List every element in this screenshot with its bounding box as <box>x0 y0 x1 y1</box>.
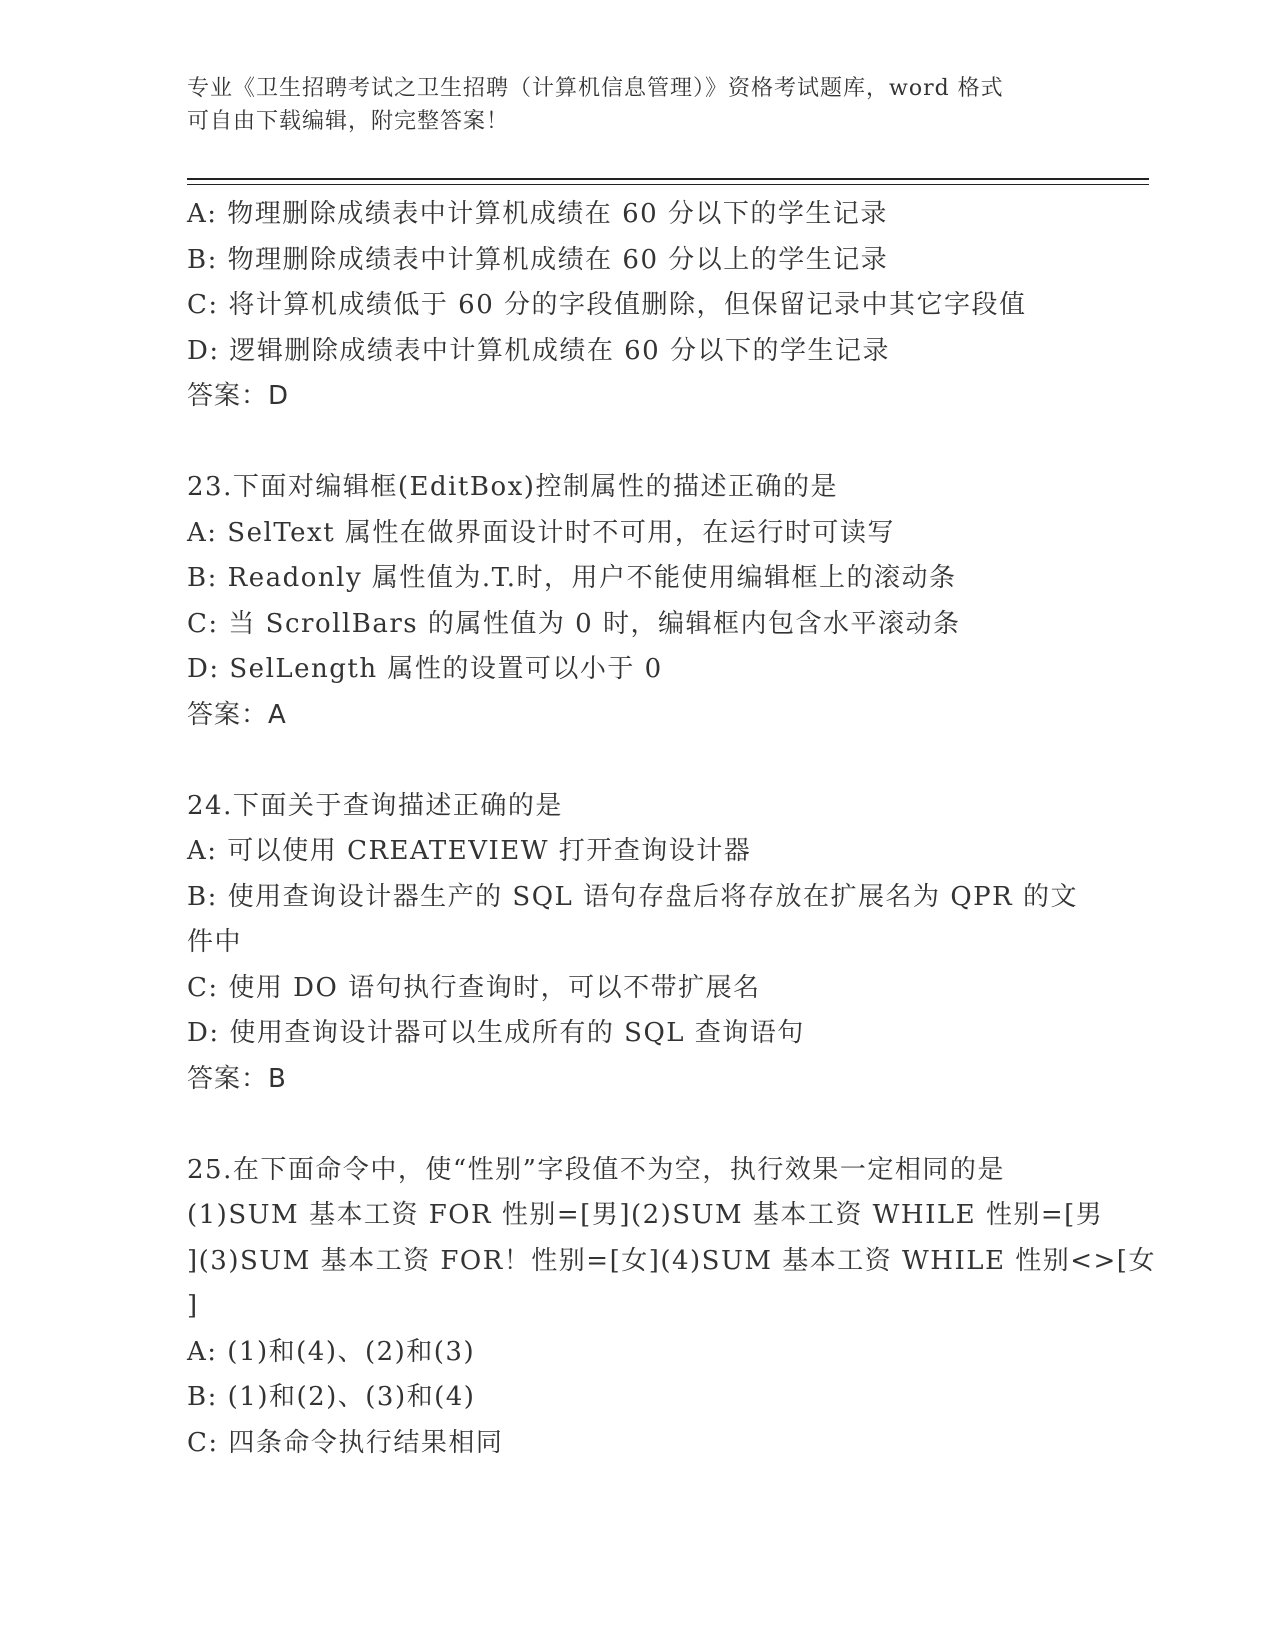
option-a: A: 物理删除成绩表中计算机成绩在 60 分以下的学生记录 <box>187 199 888 229</box>
option-c: C: 四条命令执行结果相同 <box>187 1427 504 1458</box>
option-a: A: SelText 属性在做界面设计时不可用，在运行时可读写 <box>187 517 895 548</box>
option-c: C: 当 ScrollBars 的属性值为 0 时，编辑框内包含水平滚动条 <box>187 608 961 639</box>
answer-line: 答案：D <box>187 381 290 411</box>
question-23-block <box>187 465 1087 738</box>
question-stem-line-4: ] <box>187 1291 199 1321</box>
option-b: B: Readonly 属性值为.T.时，用户不能使用编辑框上的滚动条 <box>187 563 957 593</box>
question-25-block <box>187 1148 1156 1467</box>
option-b: B: (1)和(2)、(3)和(4) <box>187 1382 476 1412</box>
header-rule-thick <box>187 178 1149 180</box>
question-24-block <box>187 784 1087 1103</box>
header-rule-thin <box>187 184 1149 185</box>
document-header <box>187 72 1067 138</box>
option-b: B: 使用查询设计器生产的 SQL 语句存盘后将存放在扩展名为 QPR 的文 <box>187 881 1078 912</box>
answer-line: 答案：A <box>187 699 287 730</box>
option-b: B: 物理删除成绩表中计算机成绩在 60 分以上的学生记录 <box>187 244 889 275</box>
option-c: C: 将计算机成绩低于 60 分的字段值删除，但保留记录中其它字段值 <box>187 290 1027 320</box>
question-stem-line-3: ](3)SUM 基本工资 FOR！性别=[女](4)SUM 基本工资 WHILE 性别<>[女 <box>187 1245 1156 1276</box>
question-22-block <box>187 192 1087 420</box>
option-a: A: (1)和(4)、(2)和(3) <box>187 1336 476 1367</box>
option-a: A: 可以使用 CREATEVIEW 打开查询设计器 <box>187 836 752 866</box>
question-stem-line-2: (1)SUM 基本工资 FOR 性别=[男](2)SUM 基本工资 WHILE 性别=[男 <box>187 1200 1104 1230</box>
option-d: D: 逻辑删除成绩表中计算机成绩在 60 分以下的学生记录 <box>187 335 890 366</box>
option-c: C: 使用 DO 语句执行查询时，可以不带扩展名 <box>187 972 761 1003</box>
header-line-2: 可自由下载编辑，附完整答案！ <box>187 109 510 134</box>
question-stem: 25.在下面命令中，使“性别”字段值不为空，执行效果一定相同的是 <box>187 1154 1005 1185</box>
option-d: D: SelLength 属性的设置可以小于 0 <box>187 654 663 684</box>
option-d: D: 使用查询设计器可以生成所有的 SQL 查询语句 <box>187 1018 805 1048</box>
answer-line: 答案：B <box>187 1063 287 1094</box>
question-stem: 23.下面对编辑框(EditBox)控制属性的描述正确的是 <box>187 472 838 502</box>
question-list <box>187 192 1156 1466</box>
option-b-continued: 件中 <box>187 927 243 957</box>
header-line-1: 专业《卫生招聘考试之卫生招聘（计算机信息管理）》资格考试题库，word 格式 <box>187 76 1004 101</box>
question-stem: 24.下面关于查询描述正确的是 <box>187 790 563 821</box>
